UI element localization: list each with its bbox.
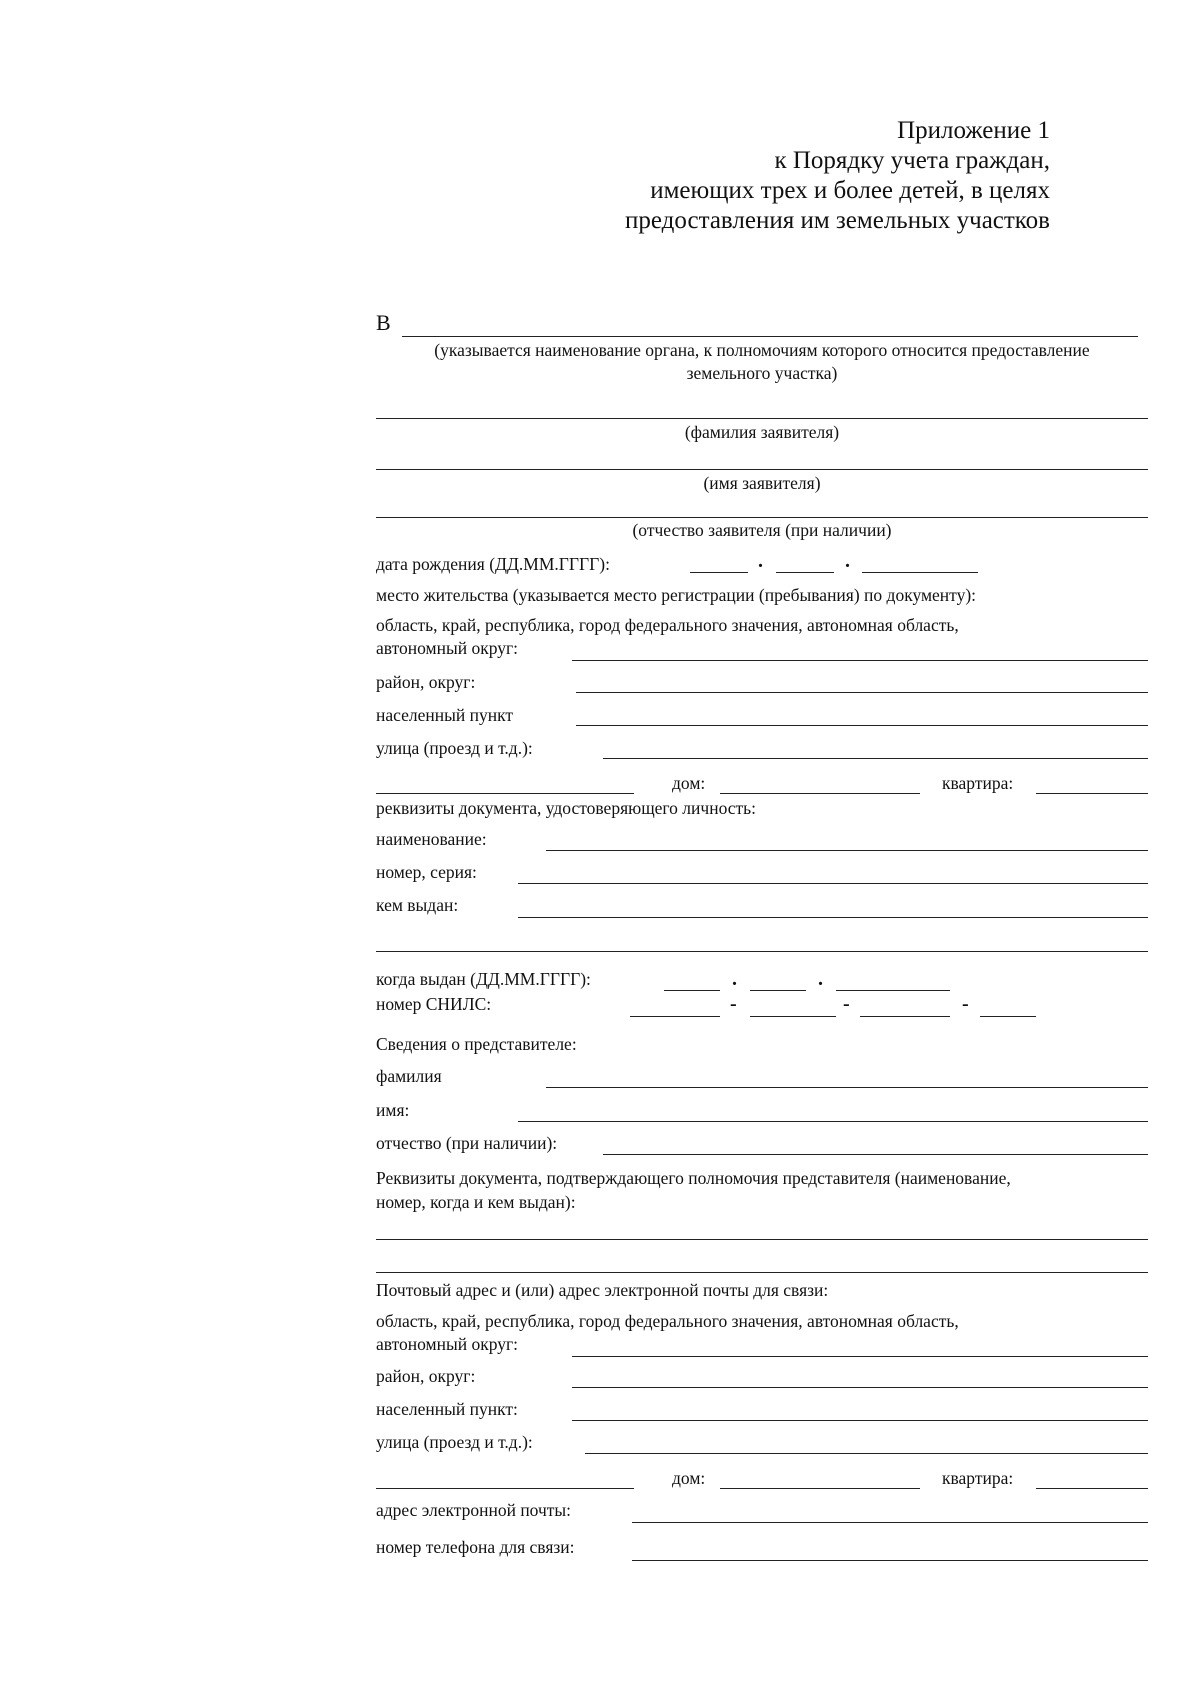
issue-date-separator: . (818, 968, 823, 990)
representative-doc-label-2: номер, когда и кем выдан): (376, 1192, 576, 1212)
appendix-title: Приложение 1 (897, 117, 1050, 144)
postal-house-field[interactable] (720, 1488, 920, 1489)
representative-name-field[interactable] (518, 1121, 1148, 1122)
postal-house-label: дом: (672, 1468, 706, 1488)
snils-separator: - (962, 993, 969, 1015)
identity-doc-title: реквизиты документа, удостоверяющего личность: (376, 798, 757, 818)
residence-district-label: район, округ: (376, 672, 476, 692)
residence-district-field[interactable] (576, 692, 1148, 693)
applicant-name-field[interactable] (376, 469, 1148, 470)
residence-region-label-2: автономный округ: (376, 638, 519, 658)
residence-apartment-label: квартира: (942, 773, 1014, 793)
representative-doc-label-1: Реквизиты документа, подтверждающего полномочия представителя (наименование, (376, 1168, 1011, 1188)
birth-month-field[interactable] (776, 572, 834, 573)
birth-year-field[interactable] (862, 572, 978, 573)
postal-street-label: улица (проезд и т.д.): (376, 1432, 533, 1452)
issue-month-field[interactable] (750, 990, 806, 991)
applicant-name-caption: (имя заявителя) (703, 473, 821, 493)
postal-region-label-2: автономный округ: (376, 1334, 519, 1354)
addressee-caption-line1: (указывается наименование органа, к полномочиям которого относится предоставление (434, 340, 1090, 360)
appendix-subtitle-line2: имеющих трех и более детей, в целях (650, 177, 1050, 204)
representative-title: Сведения о представителе: (376, 1034, 577, 1054)
applicant-surname-caption: (фамилия заявителя) (684, 422, 840, 442)
addressee-prefix: В (376, 310, 391, 335)
residence-street-continuation-field[interactable] (376, 793, 634, 794)
snils-separator: - (730, 993, 737, 1015)
identity-doc-number-field[interactable] (518, 883, 1148, 884)
postal-locality-label: населенный пункт: (376, 1399, 518, 1419)
postal-region-label-1: область, край, республика, город федерального значения, автономная область, (376, 1311, 959, 1331)
postal-region-field[interactable] (572, 1356, 1148, 1357)
residence-house-label: дом: (672, 773, 706, 793)
snils-label: номер СНИЛС: (376, 994, 492, 1014)
postal-district-field[interactable] (572, 1387, 1148, 1388)
appendix-subtitle-line1: к Порядку учета граждан, (774, 147, 1050, 174)
representative-surname-label: фамилия (376, 1066, 442, 1086)
applicant-surname-field[interactable] (376, 418, 1148, 419)
birth-date-label: дата рождения (ДД.ММ.ГГГГ): (376, 554, 610, 574)
addressee-field[interactable] (402, 336, 1138, 337)
identity-doc-issuer-field-2[interactable] (376, 951, 1148, 952)
postal-street-field[interactable] (585, 1453, 1148, 1454)
birth-date-separator: . (845, 550, 850, 572)
postal-title: Почтовый адрес и (или) адрес электронной почты для связи: (376, 1280, 829, 1300)
residence-apartment-field[interactable] (1036, 793, 1148, 794)
snils-part1-field[interactable] (630, 1016, 720, 1017)
birth-date-separator: . (758, 550, 763, 572)
snils-part3-field[interactable] (860, 1016, 950, 1017)
postal-apartment-field[interactable] (1036, 1488, 1148, 1489)
residence-locality-label: населенный пункт (376, 705, 514, 725)
postal-phone-label: номер телефона для связи: (376, 1537, 575, 1557)
residence-street-label: улица (проезд и т.д.): (376, 738, 533, 758)
appendix-subtitle-line3: предоставления им земельных участков (625, 207, 1050, 234)
residence-region-field[interactable] (572, 660, 1148, 661)
postal-street-continuation-field[interactable] (376, 1488, 634, 1489)
residence-house-field[interactable] (720, 793, 920, 794)
residence-title: место жительства (указывается место регистрации (пребывания) по документу): (376, 585, 977, 605)
postal-phone-field[interactable] (632, 1560, 1148, 1561)
identity-doc-name-label: наименование: (376, 829, 487, 849)
issue-year-field[interactable] (836, 990, 950, 991)
postal-apartment-label: квартира: (942, 1468, 1014, 1488)
applicant-patronymic-field[interactable] (376, 517, 1148, 518)
issue-date-label: когда выдан (ДД.ММ.ГГГГ): (376, 969, 591, 989)
representative-doc-field-1[interactable] (376, 1239, 1148, 1240)
postal-district-label: район, округ: (376, 1366, 476, 1386)
representative-doc-field-2[interactable] (376, 1272, 1148, 1273)
issue-day-field[interactable] (664, 990, 720, 991)
representative-surname-field[interactable] (546, 1087, 1148, 1088)
residence-region-label-1: область, край, республика, город федерального значения, автономная область, (376, 615, 959, 635)
postal-email-label: адрес электронной почты: (376, 1500, 572, 1520)
identity-doc-number-label: номер, серия: (376, 862, 477, 882)
residence-street-field[interactable] (603, 758, 1148, 759)
applicant-patronymic-caption: (отчество заявителя (при наличии) (632, 520, 892, 540)
representative-name-label: имя: (376, 1100, 410, 1120)
identity-doc-issuer-label: кем выдан: (376, 895, 459, 915)
representative-patronymic-field[interactable] (603, 1154, 1148, 1155)
issue-date-separator: . (732, 968, 737, 990)
identity-doc-name-field[interactable] (546, 850, 1148, 851)
postal-locality-field[interactable] (572, 1420, 1148, 1421)
snils-part2-field[interactable] (750, 1016, 836, 1017)
residence-locality-field[interactable] (576, 725, 1148, 726)
addressee-caption-line2: земельного участка) (686, 363, 838, 383)
identity-doc-issuer-field[interactable] (518, 917, 1148, 918)
snils-separator: - (843, 993, 850, 1015)
snils-part4-field[interactable] (980, 1016, 1036, 1017)
representative-patronymic-label: отчество (при наличии): (376, 1133, 558, 1153)
postal-email-field[interactable] (632, 1522, 1148, 1523)
birth-day-field[interactable] (690, 572, 748, 573)
